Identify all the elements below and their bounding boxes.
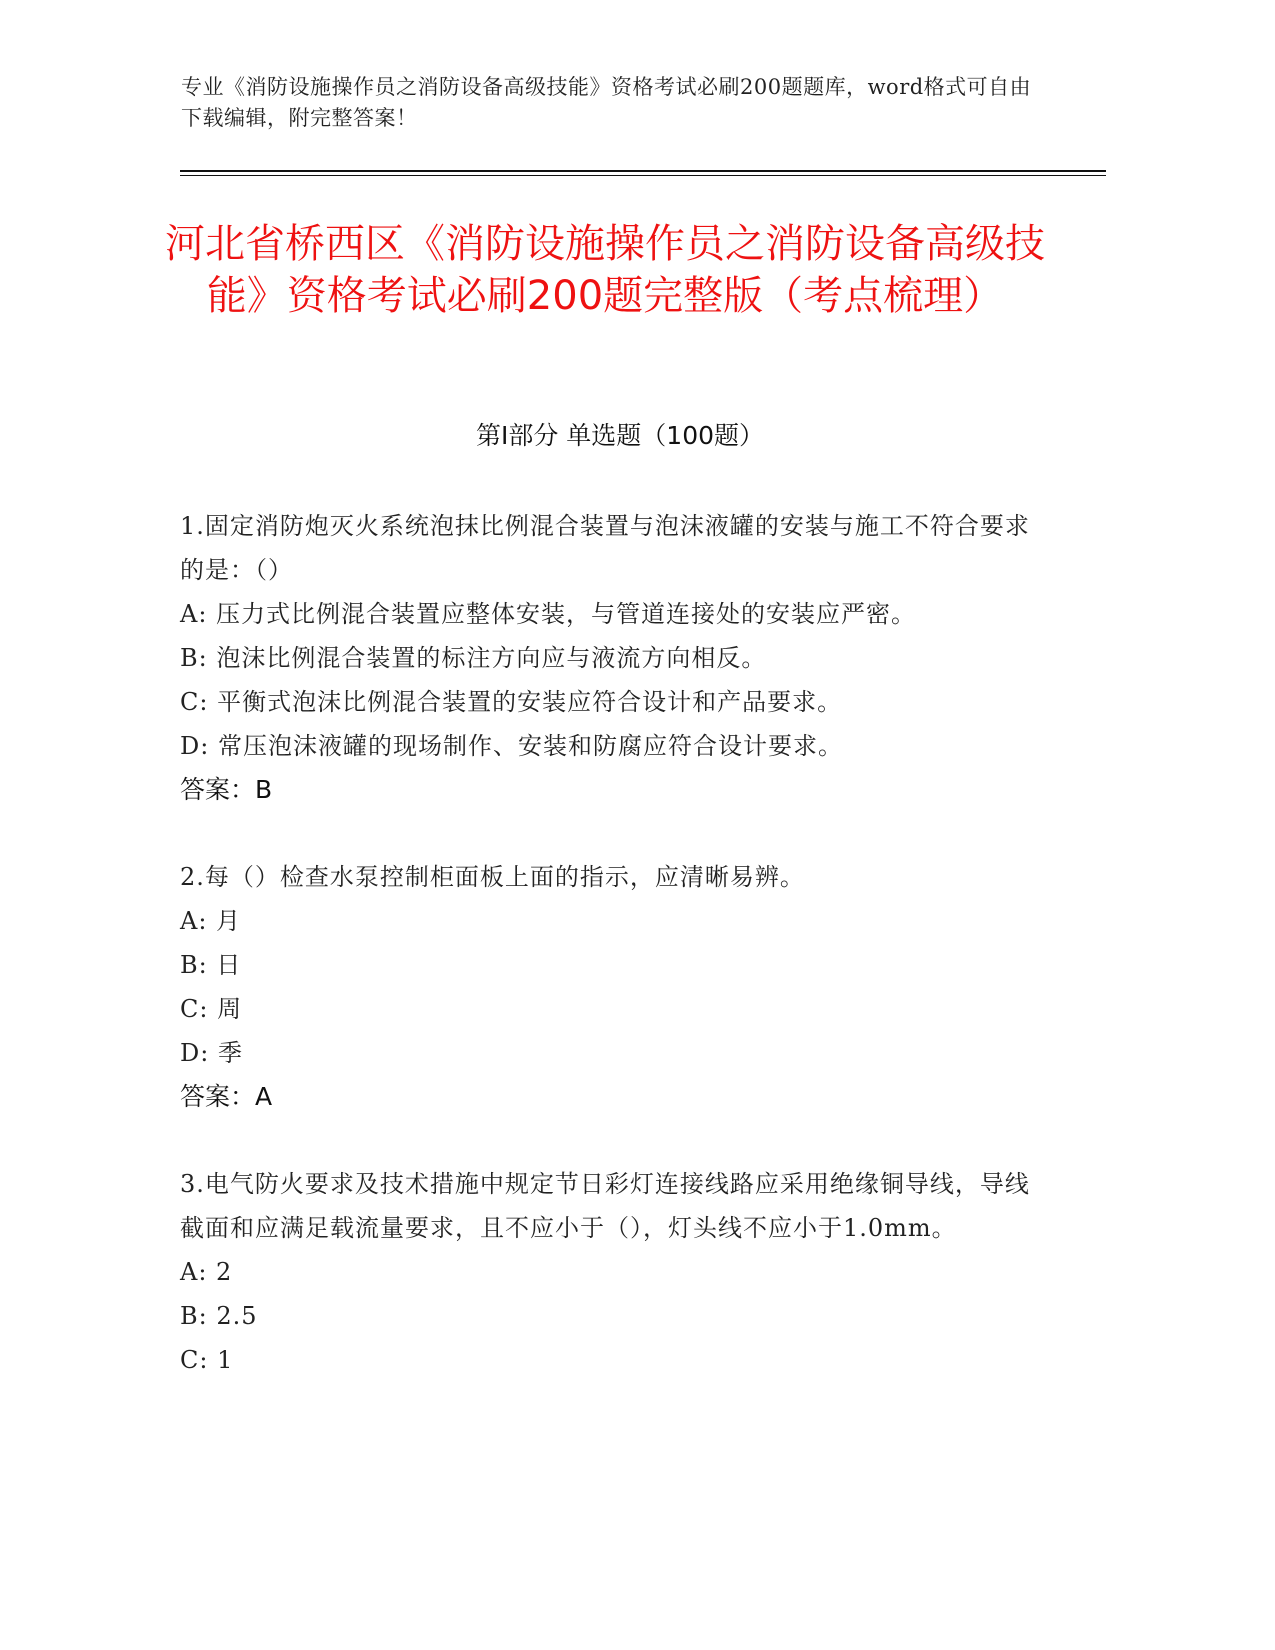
option-c: C: 平衡式泡沫比例混合装置的安装应符合设计和产品要求。 <box>180 688 843 716</box>
question-stem: 2.每（）检查水泵控制柜面板上面的指示，应清晰易辨。 <box>180 863 805 891</box>
question-stem: 3.电气防火要求及技术措施中规定节日彩灯连接线路应采用绝缘铜导线，导线截面和应满足载流量要求，且不应小于（），灯头线不应小于1.0mm。 <box>180 1170 1030 1242</box>
document-title: 河北省桥西区《消防设施操作员之消防设备高级技能》资格考试必刷200题完整版（考点梳理） <box>165 221 1045 319</box>
section-title: 第I部分 单选题（100题） <box>475 421 765 450</box>
answer-line: 答案：B <box>180 775 273 804</box>
option-b: B: 泡沫比例混合装置的标注方向应与液流方向相反。 <box>180 644 767 672</box>
question-1 <box>180 504 1030 812</box>
option-d: D: 常压泡沫液罐的现场制作、安装和防腐应符合设计要求。 <box>180 732 843 760</box>
header-rule-thick <box>180 170 1106 172</box>
header-note: 专业《消防设施操作员之消防设备高级技能》资格考试必刷200题题库，word格式可自由下载编辑，附完整答案！ <box>181 75 1032 130</box>
option-b: B: 日 <box>180 951 242 979</box>
option-a: A: 2 <box>180 1258 233 1286</box>
option-c: C: 周 <box>180 995 243 1023</box>
question-2 <box>180 855 1030 1119</box>
question-stem: 1.固定消防炮灭火系统泡抹比例混合装置与泡沫液罐的安装与施工不符合要求的是：（） <box>180 512 1030 584</box>
option-d: D: 季 <box>180 1039 243 1067</box>
answer-line: 答案：A <box>180 1082 273 1111</box>
option-c: C: 1 <box>180 1346 234 1374</box>
option-b: B: 2.5 <box>180 1302 258 1330</box>
header-rule-thin <box>180 175 1106 176</box>
option-a: A: 压力式比例混合装置应整体安装，与管道连接处的安装应严密。 <box>180 600 917 628</box>
question-3 <box>180 1162 1030 1382</box>
question-list <box>180 504 1030 1425</box>
option-a: A: 月 <box>180 907 242 935</box>
